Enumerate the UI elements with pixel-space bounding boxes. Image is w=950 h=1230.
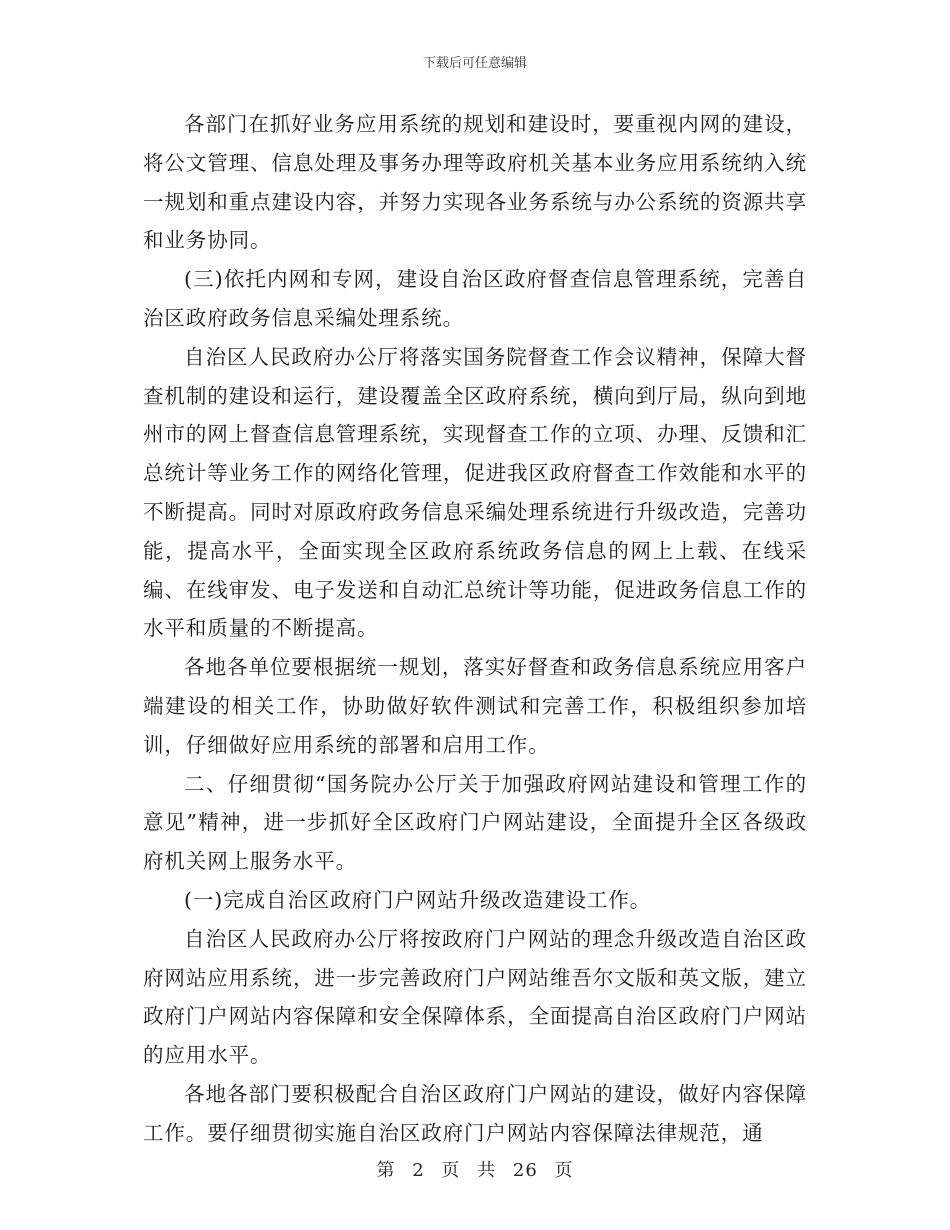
total-pages-number: 26 <box>512 1160 538 1181</box>
paragraph-6: (一)完成自治区政府门户网站升级改造建设工作。 <box>184 887 652 912</box>
paragraph-2: (三)依托内网和专网，建设自治区政府督查信息管理系统，完善自治区政府政务信息采编处理系统。 <box>143 267 807 330</box>
paragraph-5: 二、仔细贯彻“国务院办公厅关于加强政府网站建设和管理工作的意见”精神，进一步抓好全区政府门户网站建设，全面提升全区各级政府机关网上服务水平。 <box>143 771 807 874</box>
paragraph-7: 自治区人民政府办公厅将按政府门户网站的理念升级改造自治区政府网站应用系统，进一步完善政府门户网站维吾尔文版和英文版，建立政府门户网站内容保障和安全保障体系，全面提高自治区政府门户网站的应用水平。 <box>143 926 807 1068</box>
total-label: 页 <box>554 1160 574 1181</box>
paragraph-4: 各地各单位要根据统一规划，落实好督查和政务信息系统应用客户端建设的相关工作，协助做好软件测试和完善工作，积极组织参加培训，仔细做好应用系统的部署和启用工作。 <box>143 655 807 757</box>
page-footer <box>0 1156 950 1182</box>
current-page-number: 2 <box>412 1160 425 1181</box>
page-header: 下载后可任意编辑 <box>422 56 527 71</box>
page-prefix: 第 <box>376 1160 396 1181</box>
document-body <box>143 105 807 1153</box>
paragraph-3: 自治区人民政府办公厅将落实国务院督查工作会议精神，保障大督查机制的建设和运行，建设覆盖全区政府系统，横向到厅局，纵向到地州市的网上督查信息管理系统，实现督查工作的立项、办理、反馈和汇总统计等业务工作的网络化管理，促进我区政府督查工作效能和水平的不断提高。同时对原政府政务信息采编处理系统进行升级改造，完善功能，提高水平，全面实现全区政府系统政务信息的网上上载、在线采编、在线审发、电子发送和自动汇总统计等功能，促进政务信息工作的水平和质量的不断提高。 <box>143 344 807 641</box>
page-label: 页 <box>441 1160 461 1181</box>
paragraph-1: 各部门在抓好业务应用系统的规划和建设时，要重视内网的建设，将公文管理、信息处理及事务办理等政府机关基本业务应用系统纳入统一规划和重点建设内容，并努力实现各业务系统与办公系统的资源共享和业务协同。 <box>143 112 807 253</box>
paragraph-8: 各地各部门要积极配合自治区政府门户网站的建设，做好内容保障工作。要仔细贯彻实施自治区政府门户网站内容保障法律规范，通 <box>143 1081 807 1145</box>
total-prefix: 共 <box>477 1160 497 1181</box>
